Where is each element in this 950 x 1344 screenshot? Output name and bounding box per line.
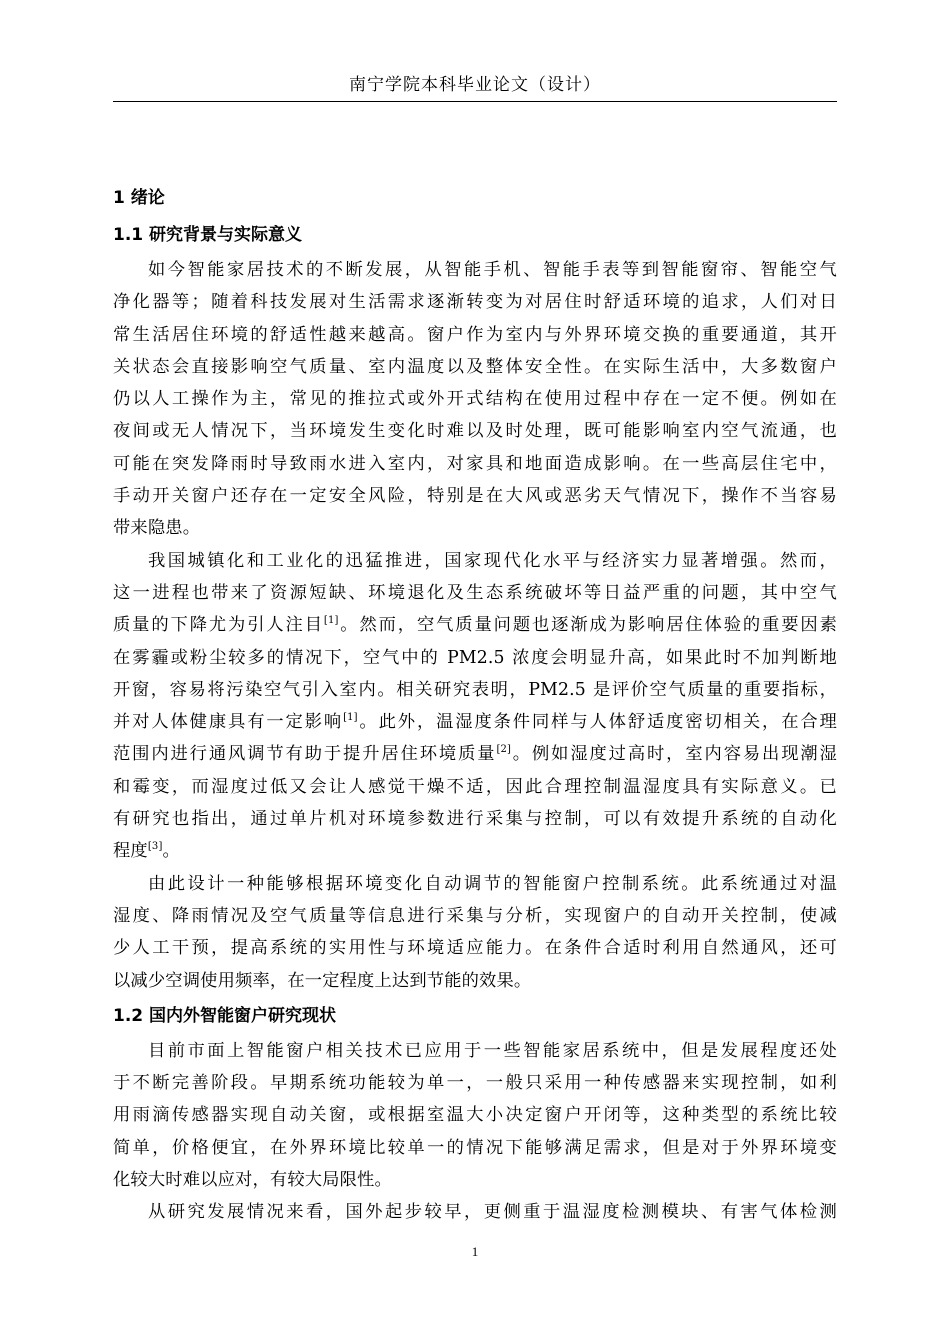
paragraph-line: 由此设计一种能够根据环境变化自动调节的智能窗户控制系统。此系统通过对温 — [148, 873, 837, 894]
paragraph-line: 以减少空调使用频率，在一定程度上达到节能的效果。 — [113, 970, 532, 991]
paragraph-line: 于不断完善阶段。早期系统功能较为单一，一般只采用一种传感器来实现控制，如利 — [113, 1073, 837, 1094]
citation-ref: [2] — [496, 744, 512, 756]
page-number: 1 — [471, 1244, 479, 1259]
paragraph-line: 和霉变，而湿度过低又会让人感觉干燥不适，因此合理控制温湿度具有实际意义。已 — [113, 776, 837, 797]
paragraph-3 — [113, 868, 837, 997]
section-heading-1-2: 1.2 国内外智能窗户研究现状 — [113, 1005, 337, 1026]
paragraph-2 — [113, 545, 837, 868]
paragraph-1 — [113, 254, 837, 545]
paragraph-line: 有研究也指出，通过单片机对环境参数进行采集与控制，可以有效提升系统的自动化 — [113, 809, 837, 830]
paragraph-line — [113, 706, 837, 738]
paragraph-line: 手动开关窗户还存在一定安全风险，特别是在大风或恶劣天气情况下，操作不当容易 — [113, 486, 837, 507]
paragraph-line — [113, 738, 837, 770]
paragraph-line: 夜间或无人情况下，当环境发生变化时难以及时处理，既可能影响室内空气流通，也 — [113, 421, 837, 442]
paragraph-line: 这一进程也带来了资源短缺、环境退化及生态系统破坏等日益严重的问题，其中空气 — [113, 582, 837, 603]
paragraph-line: 少人工干预，提高系统的实用性与环境适应能力。在条件合适时利用自然通风，还可 — [113, 938, 837, 959]
paragraph-line: 关状态会直接影响空气质量、室内温度以及整体安全性。在实际生活中，大多数窗户 — [113, 356, 837, 377]
text-run: 。此外，温湿度条件同样与人体舒适度密切相关，在合理 — [357, 712, 837, 733]
citation-ref: [1] — [343, 712, 358, 724]
paragraph-line: 仍以人工操作为主，常见的推拉式或外开式结构在使用过程中存在一定不便。例如在 — [113, 389, 837, 410]
section-heading-1-1: 1.1 研究背景与实际意义 — [113, 225, 303, 245]
paragraph-line: 带来隐患。 — [113, 518, 201, 539]
paragraph-line: 湿度、降雨情况及空气质量等信息进行采集与分析，实现窗户的自动开关控制，使减 — [113, 905, 837, 926]
text-run: 。然而，空气质量问题也逐渐成为影响居住体验的重要因素 — [338, 615, 838, 636]
chapter-heading: 1 绪论 — [113, 188, 165, 208]
paragraph-line: 从研究发展情况来看，国外起步较早，更侧重于温湿度检测模块、有害气体检测 — [148, 1202, 837, 1223]
text-run: 并对人体健康具有一定影响 — [113, 712, 344, 733]
paragraph-line: 如今智能家居技术的不断发展，从智能手机、智能手表等到智能窗帘、智能空气 — [148, 260, 837, 280]
paragraph-line: 我国城镇化和工业化的迅猛推进，国家现代化水平与经济实力显著增强。然而， — [148, 550, 837, 571]
page-body — [113, 180, 837, 1229]
paragraph-line: 开窗，容易将污染空气引入室内。相关研究表明，PM2.5 是评价空气质量的重要指标， — [113, 679, 837, 700]
text-run: 。例如湿度过高时，室内容易出现潮湿 — [511, 744, 837, 765]
paragraph-line: 在雾霾或粉尘较多的情况下，空气中的 PM2.5 浓度会明显升高，如果此时不加判断地 — [113, 647, 837, 668]
paragraph-line: 目前市面上智能窗户相关技术已应用于一些智能家居系统中，但是发展程度还处 — [148, 1040, 837, 1061]
citation-ref: [3] — [147, 841, 163, 853]
header-rule — [113, 101, 837, 102]
text-run: 范围内进行通风调节有助于提升居住环境质量 — [113, 744, 497, 765]
running-header: 南宁学院本科毕业论文（设计） — [349, 75, 601, 95]
citation-ref: [1] — [323, 615, 339, 627]
text-run: 。 — [162, 841, 180, 862]
paragraph-4 — [113, 1035, 837, 1196]
text-run: 程度 — [113, 841, 148, 862]
paragraph-line: 可能在突发降雨时导致雨水进入室内，对家具和地面造成影响。在一些高层住宅中， — [113, 453, 837, 474]
paragraph-line: 化较大时难以应对，有较大局限性。 — [113, 1170, 392, 1191]
text-run: 质量的下降尤为引人注目 — [113, 615, 324, 636]
paragraph-line: 净化器等；随着科技发展对生活需求逐渐转变为对居住时舒适环境的追求，人们对日 — [113, 292, 837, 313]
paragraph-line: 用雨滴传感器实现自动关窗，或根据室温大小决定窗户开闭等，这种类型的系统比较 — [113, 1105, 837, 1126]
paragraph-line: 常生活居住环境的舒适性越来越高。窗户作为室内与外界环境交换的重要通道，其开 — [113, 324, 837, 345]
paragraph-5 — [113, 1196, 837, 1228]
paragraph-line: 简单，价格便宜，在外界环境比较单一的情况下能够满足需求，但是对于外界环境变 — [113, 1137, 837, 1158]
paragraph-line — [113, 835, 837, 867]
paragraph-line — [113, 609, 837, 641]
